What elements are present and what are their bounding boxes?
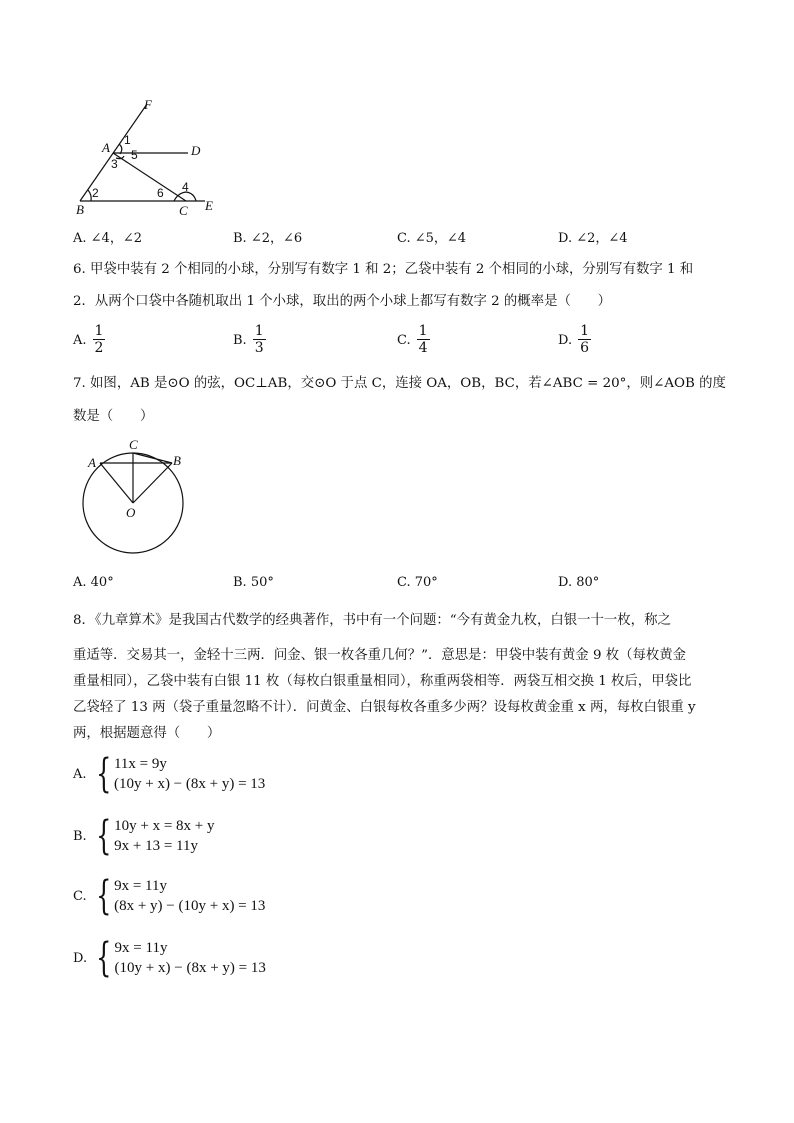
equation-system bbox=[114, 876, 265, 916]
equation-1: 9x = 11y bbox=[114, 940, 168, 956]
q7-option-a: A. 40° bbox=[73, 575, 114, 590]
label-c: C bbox=[179, 203, 188, 218]
q6-option-c bbox=[397, 323, 430, 356]
q6-option-b-label: B. bbox=[233, 333, 247, 348]
q8-option-a bbox=[73, 751, 266, 797]
equation-system bbox=[115, 938, 266, 978]
denominator: 3 bbox=[254, 340, 264, 356]
q6-line-2: 2．从两个口袋中各随机取出 1 个小球，取出的两个小球上都写有数字 2 的概率是（ ） bbox=[73, 294, 612, 309]
angle-4: 4 bbox=[182, 180, 189, 194]
q8-option-a-label: A. bbox=[73, 766, 87, 782]
angle-3: 3 bbox=[111, 157, 118, 171]
brace-icon: { bbox=[95, 751, 111, 797]
q8-line-3: 重量相同），乙袋中装有白银 11 枚（每枚白银重量相同），称重两袋相等．两袋互相交换 1 枚后，甲袋比 bbox=[73, 674, 692, 689]
label-d: D bbox=[191, 143, 201, 158]
segment-bc bbox=[133, 453, 172, 463]
q8-option-b-label: B. bbox=[73, 828, 87, 844]
angle-5: 5 bbox=[131, 148, 138, 162]
q8-line-2: 重适等．交易其一，金轻十三两．问金、银一枚各重几何？”．意思是：甲袋中装有黄金 9 枚（每枚黄金 bbox=[73, 648, 687, 663]
numerator: 1 bbox=[254, 323, 264, 339]
q7-option-b: B. 50° bbox=[233, 575, 274, 590]
q5-option-b: B. ∠2，∠6 bbox=[233, 231, 303, 246]
label-e: E bbox=[205, 198, 213, 213]
q6-option-d bbox=[558, 323, 591, 356]
label-a: A bbox=[102, 140, 110, 155]
label-b: B bbox=[76, 202, 84, 217]
angle-2: 2 bbox=[92, 186, 99, 200]
fraction bbox=[253, 323, 266, 356]
q8-option-d bbox=[73, 935, 266, 981]
fraction bbox=[93, 323, 106, 356]
label-a-circle: A bbox=[88, 455, 96, 470]
numerator: 1 bbox=[94, 323, 104, 339]
q8-option-b bbox=[73, 813, 215, 859]
line-ac bbox=[113, 153, 186, 201]
q5-option-a: A. ∠4，∠2 bbox=[73, 231, 142, 246]
q7-line-1: 7. 如图，AB 是⊙O 的弦，OC⊥AB，交⊙O 于点 C，连接 OA，OB，BC，若∠ABC = 20°，则∠AOB 的度 bbox=[73, 376, 726, 391]
label-o-circle: O bbox=[126, 505, 136, 520]
equation-2: (10y + x) − (8x + y) = 13 bbox=[114, 960, 266, 976]
denominator: 2 bbox=[94, 340, 104, 356]
segment-ob bbox=[133, 463, 172, 503]
q6-option-a-label: A. bbox=[73, 333, 87, 348]
label-b-circle: B bbox=[173, 453, 181, 468]
equation-2: 9x + 13 = 11y bbox=[114, 838, 199, 854]
equation-system bbox=[114, 816, 214, 856]
denominator: 4 bbox=[418, 340, 428, 356]
q7-option-c: C. 70° bbox=[397, 575, 438, 590]
q6-option-d-label: D. bbox=[558, 333, 573, 348]
equation-2: (10y + x) − (8x + y) = 13 bbox=[113, 776, 266, 792]
q6-option-c-label: C. bbox=[397, 333, 411, 348]
equation-system bbox=[114, 754, 265, 794]
q7-option-d: D. 80° bbox=[558, 575, 600, 590]
label-c-circle: C bbox=[129, 437, 138, 452]
brace-icon: { bbox=[95, 813, 112, 859]
q6-line-1: 6. 甲袋中装有 2 个相同的小球，分别写有数字 1 和 2；乙袋中装有 2 个相同的小球，分别写有数字 1 和 bbox=[73, 262, 694, 277]
q5-option-d: D. ∠2，∠4 bbox=[558, 231, 628, 246]
fraction bbox=[578, 323, 591, 356]
equation-1: 11x = 9y bbox=[113, 756, 167, 772]
q8-option-d-label: D. bbox=[73, 950, 88, 966]
q8-line-1: 8．《九章算术》是我国古代数学的经典著作，书中有一个问题：“今有黄金九枚，白银一十一枚，称之 bbox=[73, 613, 671, 628]
q6-option-a bbox=[73, 323, 105, 356]
fraction bbox=[417, 323, 430, 356]
q8-line-5: 两，根据题意得（ ） bbox=[73, 726, 221, 741]
equation-1: 10y + x = 8x + y bbox=[114, 818, 215, 834]
equation-2: (8x + y) − (10y + x) = 13 bbox=[114, 898, 266, 914]
angle-1: 1 bbox=[124, 133, 131, 147]
equation-1: 9x = 11y bbox=[114, 878, 167, 894]
angle-6: 6 bbox=[157, 186, 164, 200]
brace-icon: { bbox=[95, 873, 111, 919]
numerator: 1 bbox=[418, 323, 428, 339]
segment-oa bbox=[100, 463, 133, 503]
q5-option-c: C. ∠5，∠4 bbox=[397, 231, 467, 246]
q8-option-c bbox=[73, 873, 266, 919]
numerator: 1 bbox=[580, 323, 590, 339]
brace-icon: { bbox=[96, 935, 112, 981]
q7-line-2: 数是（ ） bbox=[73, 409, 154, 424]
label-f: F bbox=[144, 97, 152, 112]
q8-option-c-label: C. bbox=[73, 888, 87, 904]
q8-line-4: 乙袋轻了 13 两（袋子重量忽略不计）．问黄金、白银每枚各重多少两？设每枚黄金重 x 两，每枚白银重 y bbox=[73, 700, 696, 715]
denominator: 6 bbox=[580, 340, 590, 356]
q6-option-b bbox=[233, 323, 266, 356]
